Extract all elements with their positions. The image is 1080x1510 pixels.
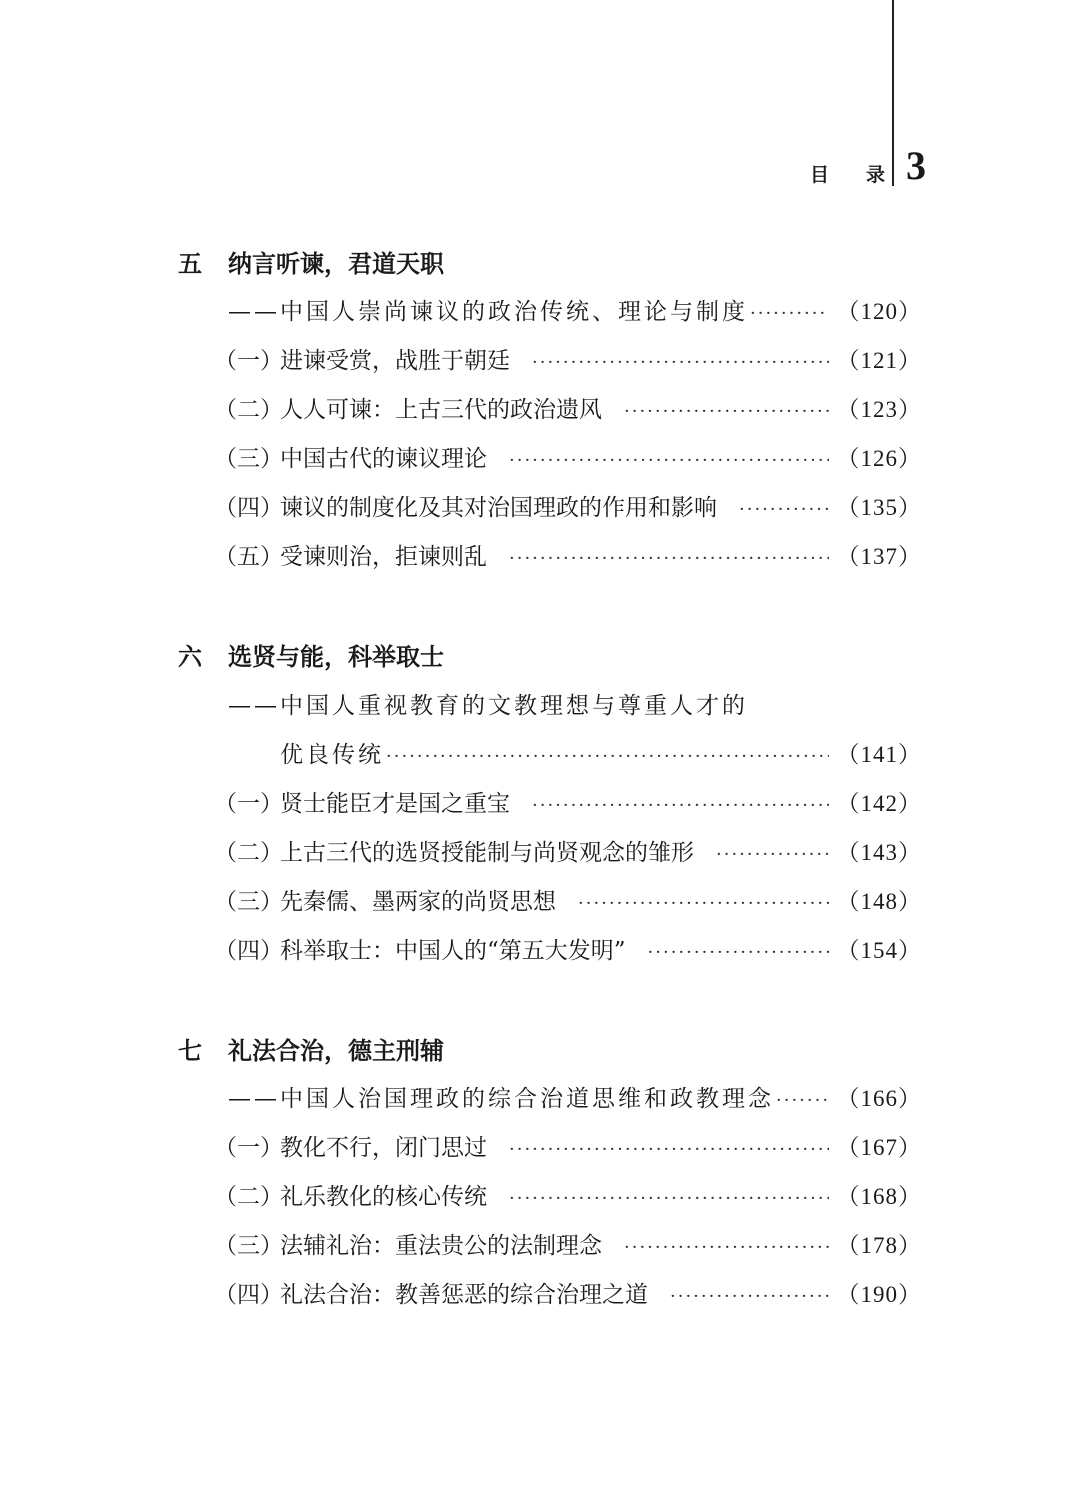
toc-entry [214, 1276, 922, 1309]
section-mark: （三） [214, 1233, 283, 1259]
header-label-mu: 目 [810, 164, 830, 186]
page-ref: （154） [836, 938, 922, 963]
toc-entry [214, 1129, 922, 1162]
dot-leader [509, 548, 829, 569]
section-title: 礼乐教化的核心传统 [280, 1184, 487, 1210]
section-title: 礼法合治：教善惩恶的综合治理之道 [280, 1282, 648, 1308]
chapter-subtitle [228, 687, 922, 720]
section-title: 贤士能臣才是国之重宝 [280, 791, 510, 817]
page-ref: （167） [836, 1135, 922, 1160]
toc-entry [214, 440, 922, 473]
dot-leader [739, 499, 829, 520]
page-ref: （168） [836, 1184, 922, 1209]
toc-entry [214, 834, 922, 867]
page-ref: （121） [836, 348, 922, 373]
page-ref: （178） [836, 1233, 922, 1258]
dot-leader [624, 401, 829, 422]
section-title: 谏议的制度化及其对治国理政的作用和影响 [280, 495, 717, 521]
chapter-number: 七 [178, 1036, 202, 1065]
dot-leader [509, 450, 829, 471]
section-mark: （四） [214, 495, 283, 521]
section-mark: （一） [214, 1135, 283, 1161]
page-ref: （126） [836, 446, 922, 471]
page-ref: （143） [836, 840, 922, 865]
chapter-number: 六 [178, 642, 202, 671]
dot-leader [509, 1139, 829, 1160]
page-ref: （166） [836, 1086, 922, 1111]
subtitle-text: 优良传统 [280, 742, 384, 768]
chapter-title: 礼法合治，德主刑辅 [228, 1036, 444, 1065]
section-mark: （二） [214, 840, 283, 866]
toc-entry [214, 342, 922, 375]
chapter-subtitle [228, 1080, 922, 1113]
section-mark: （二） [214, 397, 283, 423]
chapter-title: 选贤与能，科举取士 [228, 642, 444, 671]
section-mark: （一） [214, 791, 283, 817]
page-ref: （137） [836, 544, 922, 569]
page-ref: （142） [836, 791, 922, 816]
dot-leader [624, 1237, 829, 1258]
page-ref: （190） [836, 1282, 922, 1307]
chapter-heading [178, 1031, 444, 1066]
dot-leader [670, 1286, 829, 1307]
section-title: 中国古代的谏议理论 [280, 446, 487, 472]
page-number: 3 [906, 143, 926, 188]
dot-leader [532, 352, 829, 373]
page-ref: （120） [836, 299, 922, 324]
toc-entry [214, 1178, 922, 1211]
dot-leader [578, 893, 829, 914]
header-rule [892, 0, 894, 186]
dot-leader [532, 795, 829, 816]
section-title: 科举取士：中国人的“第五大发明” [280, 938, 626, 964]
header-label-lu: 录 [866, 164, 886, 186]
section-title: 进谏受赏，战胜于朝廷 [280, 348, 510, 374]
section-title: 人人可谏：上古三代的政治遗风 [280, 397, 602, 423]
page-ref: （135） [836, 495, 922, 520]
dot-leader [386, 746, 829, 767]
toc-entry [214, 489, 922, 522]
dot-leader [648, 942, 829, 963]
section-mark: （五） [214, 544, 283, 570]
section-mark: （三） [214, 446, 283, 472]
toc-entry [214, 883, 922, 916]
section-mark: （三） [214, 889, 283, 915]
subtitle-text: ——中国人崇尚谏议的政治传统、理论与制度 [228, 299, 748, 325]
dot-leader [716, 844, 829, 865]
page-ref: （123） [836, 397, 922, 422]
section-mark: （四） [214, 1282, 283, 1308]
toc-entry [214, 391, 922, 424]
chapter-subtitle [228, 293, 922, 326]
subtitle-text: ——中国人治国理政的综合治道思维和政教理念 [228, 1086, 774, 1112]
toc-entry [214, 932, 922, 965]
toc-entry [214, 538, 922, 571]
chapter-title: 纳言听谏，君道天职 [228, 249, 444, 278]
toc-entry [214, 1227, 922, 1260]
toc-entry [214, 785, 922, 818]
subtitle-text: ——中国人重视教育的文教理想与尊重人才的 [228, 693, 748, 719]
section-title: 法辅礼治：重法贵公的法制理念 [280, 1233, 602, 1259]
section-mark: （二） [214, 1184, 283, 1210]
chapter-subtitle-continued [280, 736, 922, 769]
section-title: 教化不行，闭门思过 [280, 1135, 487, 1161]
section-title: 先秦儒、墨两家的尚贤思想 [280, 889, 556, 915]
page-ref: （148） [836, 889, 922, 914]
section-mark: （一） [214, 348, 283, 374]
section-title: 受谏则治，拒谏则乱 [280, 544, 487, 570]
chapter-heading [178, 637, 444, 672]
dot-leader [509, 1188, 829, 1209]
page-ref: （141） [836, 742, 922, 767]
dot-leader [750, 303, 829, 324]
chapter-number: 五 [178, 249, 202, 278]
dot-leader [776, 1090, 829, 1111]
section-mark: （四） [214, 938, 283, 964]
chapter-heading [178, 244, 444, 279]
section-title: 上古三代的选贤授能制与尚贤观念的雏形 [280, 840, 694, 866]
